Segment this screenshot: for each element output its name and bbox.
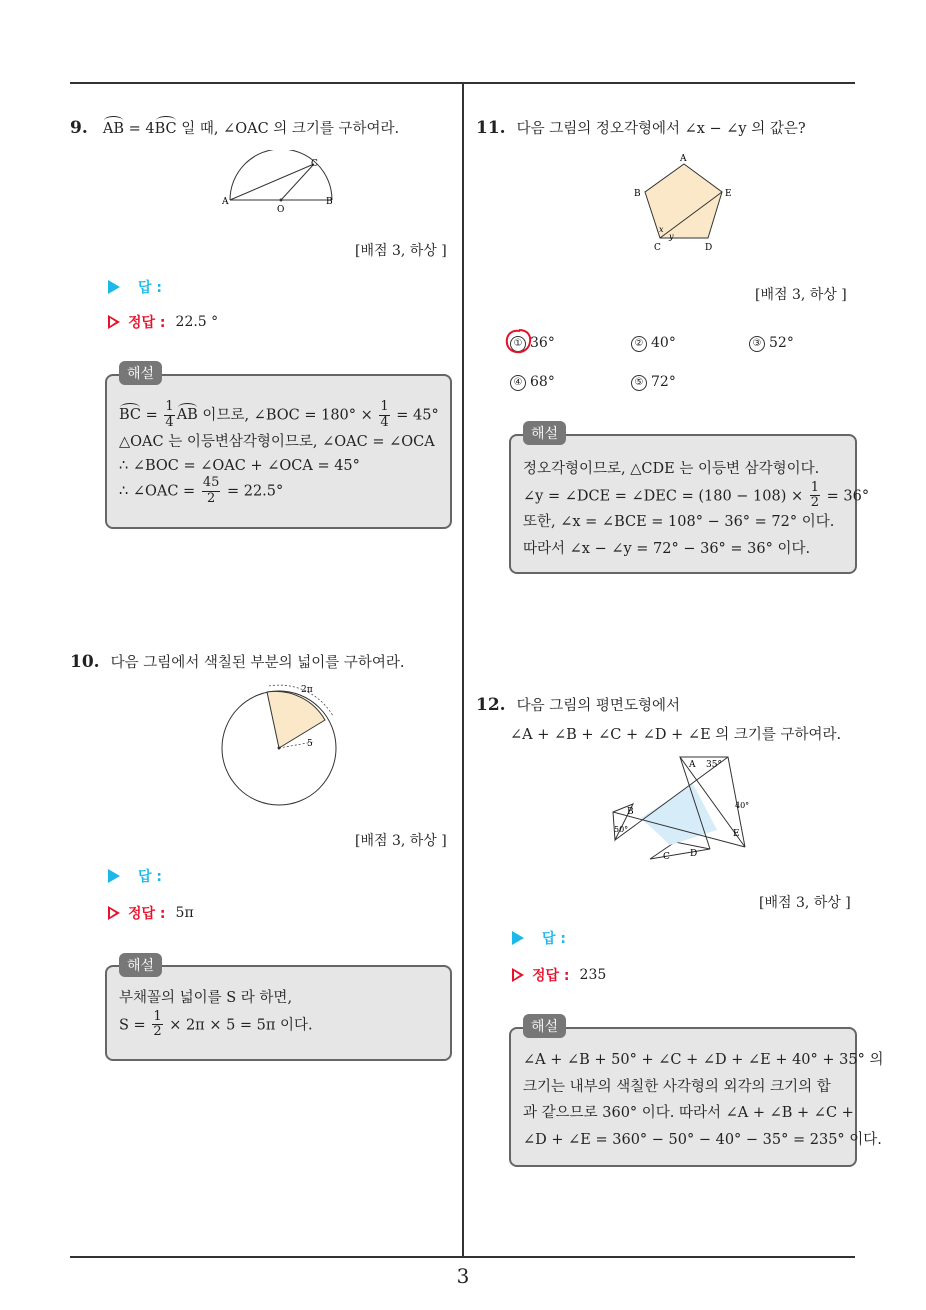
score-10: [배점 3, 하상 ]	[355, 833, 447, 849]
solution-tag-12: 해설	[523, 1014, 566, 1038]
label-a: A	[222, 197, 229, 207]
choice-3[interactable]: ③ 52°	[749, 335, 794, 352]
label-e: E	[725, 189, 732, 199]
label-a: A	[680, 154, 687, 164]
label-d: D	[705, 243, 713, 253]
solution-box-10: 부채꼴의 넓이를 S 라 하면, S = $\frac{1}{2}$ × 2π × 5 = 5π 이다.	[105, 965, 452, 1061]
label-e: E	[733, 829, 740, 839]
label-x: x	[659, 225, 664, 234]
answer-row-12: 답 :	[512, 928, 566, 948]
question-text-1: 다음 그림의 평면도형에서	[516, 698, 680, 714]
label-o: O	[277, 205, 285, 215]
angle-35: 35°	[706, 760, 722, 770]
question-9	[70, 117, 399, 138]
question-text: AB = 4BC 일 때, ∠OAC 의 크기를 구하여라.	[102, 121, 400, 137]
radius-label: 5	[307, 739, 313, 749]
sector-figure	[215, 680, 345, 810]
question-number: 10.	[70, 652, 100, 672]
answer-marker-icon	[108, 869, 120, 883]
label-a: A	[689, 760, 696, 770]
correct-marker-icon	[108, 315, 120, 329]
answer-marker-icon	[512, 931, 524, 945]
question-12	[476, 694, 680, 715]
question-text: 다음 그림에서 색칠된 부분의 넓이를 구하여라.	[110, 655, 405, 671]
solution-box-12: ∠A + ∠B + 50° + ∠C + ∠D + ∠E + 40° + 35° 의 크기는 내부의 색칠한 사각형의 외각의 크기의 합 과 같으므로 360° 이다. 따라서 ∠A + ∠B + ∠C + ∠D + ∠E = 360° − 50° − 40° − 35° = 235° 이다.	[509, 1027, 857, 1167]
choice-5[interactable]: ⑤ 72°	[631, 374, 676, 391]
star-figure	[605, 752, 760, 864]
correct-answer-12: 정답 : 235	[512, 965, 606, 985]
answer-row-10: 답 :	[108, 866, 162, 886]
choice-4[interactable]: ④ 68°	[510, 374, 555, 391]
solution-tag-11: 해설	[523, 421, 566, 445]
choice-1[interactable]: ① 36°	[510, 335, 555, 352]
question-text: 다음 그림의 정오각형에서 ∠x − ∠y 의 값은?	[516, 121, 806, 137]
solution-tag-9: 해설	[119, 361, 162, 385]
label-b: B	[326, 197, 333, 207]
question-number: 12.	[476, 695, 506, 715]
correct-answer-9: 정답 : 22.5 °	[108, 312, 218, 332]
score-12: [배점 3, 하상 ]	[759, 895, 851, 911]
angle-40: 40°	[735, 801, 750, 810]
answer-row-9: 답 :	[108, 277, 162, 297]
correct-marker-icon	[512, 968, 524, 982]
label-c: C	[311, 159, 318, 169]
label-c: C	[654, 243, 661, 253]
question-number: 9.	[70, 118, 88, 138]
score-9: [배점 3, 하상 ]	[355, 243, 447, 259]
column-divider	[462, 84, 464, 1256]
semicircle-figure	[220, 150, 345, 215]
arc-label: 2π	[301, 685, 313, 695]
question-number: 11.	[476, 118, 506, 138]
correct-marker-icon	[108, 906, 120, 920]
label-y: y	[669, 232, 674, 241]
page-number: 3	[456, 1264, 470, 1288]
label-d: D	[690, 849, 698, 859]
pentagon-figure	[625, 150, 750, 255]
question-10	[70, 651, 404, 672]
footer-rule	[70, 1256, 855, 1258]
correct-answer-10: 정답 : 5π	[108, 903, 194, 923]
selected-circle-icon	[504, 327, 534, 355]
answer-marker-icon	[108, 280, 120, 294]
question-11	[476, 117, 806, 138]
choice-2[interactable]: ② 40°	[631, 335, 676, 352]
label-b: B	[627, 807, 634, 817]
solution-box-11: 정오각형이므로, △CDE 는 이등변 삼각형이다. ∠y = ∠DCE = ∠DEC = (180 − 108) × $\frac{1}{2}$ = 36° 또한, ∠x = ∠BCE = 108° − 36° = 72° 이다. 따라서 ∠x − ∠y = 72° − 36° = 36° 이다.	[509, 434, 857, 574]
solution-tag-10: 해설	[119, 953, 162, 977]
score-11: [배점 3, 하상 ]	[755, 287, 847, 303]
angle-50: 50°	[614, 825, 629, 834]
label-b: B	[634, 189, 641, 199]
solution-box-9: BC = $\frac{1}{4}$ AB 이므로, ∠BOC = 180° × $\frac{1}{4}$ = 45° △OAC 는 이등변삼각형이므로, ∠OAC = ∠OCA ∴ ∠BOC = ∠OAC + ∠OCA = 45° ∴ ∠OAC = $\frac{45}{2}$ = 22.5°	[105, 374, 452, 529]
question-text-2: ∠A + ∠B + ∠C + ∠D + ∠E 의 크기를 구하여라.	[510, 727, 842, 743]
label-c: C	[663, 852, 670, 862]
